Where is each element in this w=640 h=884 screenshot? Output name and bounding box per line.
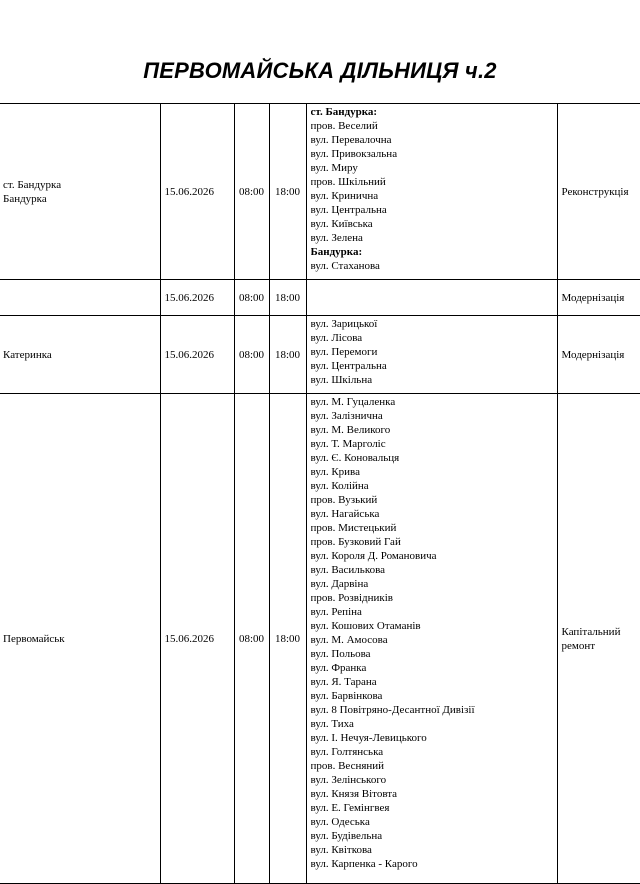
street-item: вул. Перевалочна [310, 134, 392, 146]
street-item: вул. Голтянська [310, 746, 384, 758]
street-item: пров. Вузький [310, 494, 378, 506]
location-cell [0, 394, 160, 884]
streets-cell [306, 394, 557, 884]
table-row [0, 280, 640, 316]
street-item: вул. Є. Коновальця [310, 452, 400, 464]
end-time-cell-text: 18:00 [274, 632, 301, 645]
schedule-rows [0, 104, 640, 884]
street-item: вул. Репіна [310, 606, 362, 618]
start-time-cell-text: 08:00 [238, 185, 265, 198]
start-time-cell [234, 104, 269, 280]
street-item: вул. Зарицької [310, 318, 378, 330]
street-item: вул. Я. Тарана [310, 676, 377, 688]
date-cell [160, 316, 234, 394]
schedule-table [0, 103, 640, 884]
street-item: вул. Т. Марголіс [310, 438, 386, 450]
table-row [0, 104, 640, 280]
street-item: вул. Польова [310, 648, 371, 660]
street-item: вул. І. Нечуя-Левицького [310, 732, 427, 744]
street-item: вул. Франка [310, 662, 367, 674]
street-item: вул. Зелінського [310, 774, 387, 786]
end-time-cell [269, 394, 306, 884]
date-cell-text: 15.06.2026 [164, 291, 214, 304]
street-item: вул. Кринична [310, 190, 379, 202]
street-item: вул. Дарвіна [310, 578, 369, 590]
work-type-cell [557, 394, 640, 884]
street-item: вул. Князя Вітовта [310, 788, 398, 800]
start-time-cell [234, 394, 269, 884]
location-cell-text: ст. Бандурка Бандурка [3, 178, 62, 205]
streets-cell [306, 280, 557, 316]
start-time-cell-text: 08:00 [238, 632, 265, 645]
start-time-cell [234, 280, 269, 316]
street-item: вул. Барвінкова [310, 690, 383, 702]
end-time-cell-text: 18:00 [274, 348, 301, 361]
street-item: пров. Розвідників [310, 592, 393, 604]
street-item: вул. Короля Д. Романовича [310, 550, 437, 562]
table-row [0, 316, 640, 394]
street-item: вул. Василькова [310, 564, 386, 576]
street-item: вул. Тиха [310, 718, 354, 730]
street-item: пров. Веселий [310, 120, 378, 132]
date-cell [160, 280, 234, 316]
street-item: вул. Будівельна [310, 830, 383, 842]
location-cell [0, 280, 160, 316]
work-type-cell [557, 280, 640, 316]
street-item: вул. М. Великого [310, 424, 391, 436]
street-item: вул. Перемоги [310, 346, 378, 358]
street-item: вул. Кошових Отаманів [310, 620, 421, 632]
street-item: ст. Бандурка: [310, 106, 378, 118]
street-item: вул. Е. Гемінгвея [310, 802, 390, 814]
work-type-cell-text: Модернізація [561, 348, 625, 361]
date-cell [160, 104, 234, 280]
street-item: вул. Зелена [310, 232, 363, 244]
work-type-cell [557, 104, 640, 280]
street-item: вул. Шкільна [310, 374, 373, 386]
work-type-cell [557, 316, 640, 394]
street-item: вул. 8 Повітряно-Десантної Дивізії [310, 704, 475, 716]
date-cell-text: 15.06.2026 [164, 185, 214, 198]
street-item: вул. Залізнична [310, 410, 383, 422]
streets-cell [306, 104, 557, 280]
end-time-cell-text: 18:00 [274, 291, 301, 304]
street-item: вул. М. Амосова [310, 634, 388, 646]
street-item: пров. Весняний [310, 760, 385, 772]
street-item: вул. Карпенка - Карого [310, 858, 418, 870]
street-item: пров. Бузковий Гай [310, 536, 401, 548]
table-row [0, 394, 640, 884]
work-type-cell-text: Капітальний ремонт [561, 625, 621, 652]
street-item: вул. Нагайська [310, 508, 380, 520]
street-item: Бандурка: [310, 246, 363, 258]
location-cell-text: Катеринка [3, 348, 52, 361]
street-item: вул. Крива [310, 466, 360, 478]
end-time-cell-text: 18:00 [274, 185, 301, 198]
street-item: вул. Миру [310, 162, 358, 174]
street-item: вул. Лісова [310, 332, 363, 344]
date-cell-text: 15.06.2026 [164, 632, 214, 645]
page-title: ПЕРВОМАЙСЬКА ДІЛЬНИЦЯ ч.2 [143, 58, 497, 83]
start-time-cell [234, 316, 269, 394]
street-item: вул. Колійна [310, 480, 369, 492]
street-item: вул. Одеська [310, 816, 370, 828]
location-cell [0, 104, 160, 280]
location-cell-text: Первомайськ [3, 632, 65, 645]
date-cell-text: 15.06.2026 [164, 348, 214, 361]
work-type-cell-text: Реконструкція [561, 185, 629, 198]
street-item: вул. Київська [310, 218, 373, 230]
street-item: вул. Привокзальна [310, 148, 398, 160]
street-item: вул. Центральна [310, 360, 387, 372]
end-time-cell [269, 104, 306, 280]
end-time-cell [269, 316, 306, 394]
location-cell [0, 316, 160, 394]
street-item: вул. Стаханова [310, 260, 380, 272]
street-item: пров. Мистецький [310, 522, 397, 534]
start-time-cell-text: 08:00 [238, 291, 265, 304]
street-item: вул. Квіткова [310, 844, 372, 856]
street-item: вул. Центральна [310, 204, 387, 216]
end-time-cell [269, 280, 306, 316]
street-item: вул. М. Гуцаленка [310, 396, 396, 408]
streets-cell [306, 316, 557, 394]
work-type-cell-text: Модернізація [561, 291, 625, 304]
date-cell [160, 394, 234, 884]
start-time-cell-text: 08:00 [238, 348, 265, 361]
street-item: пров. Шкільний [310, 176, 386, 188]
